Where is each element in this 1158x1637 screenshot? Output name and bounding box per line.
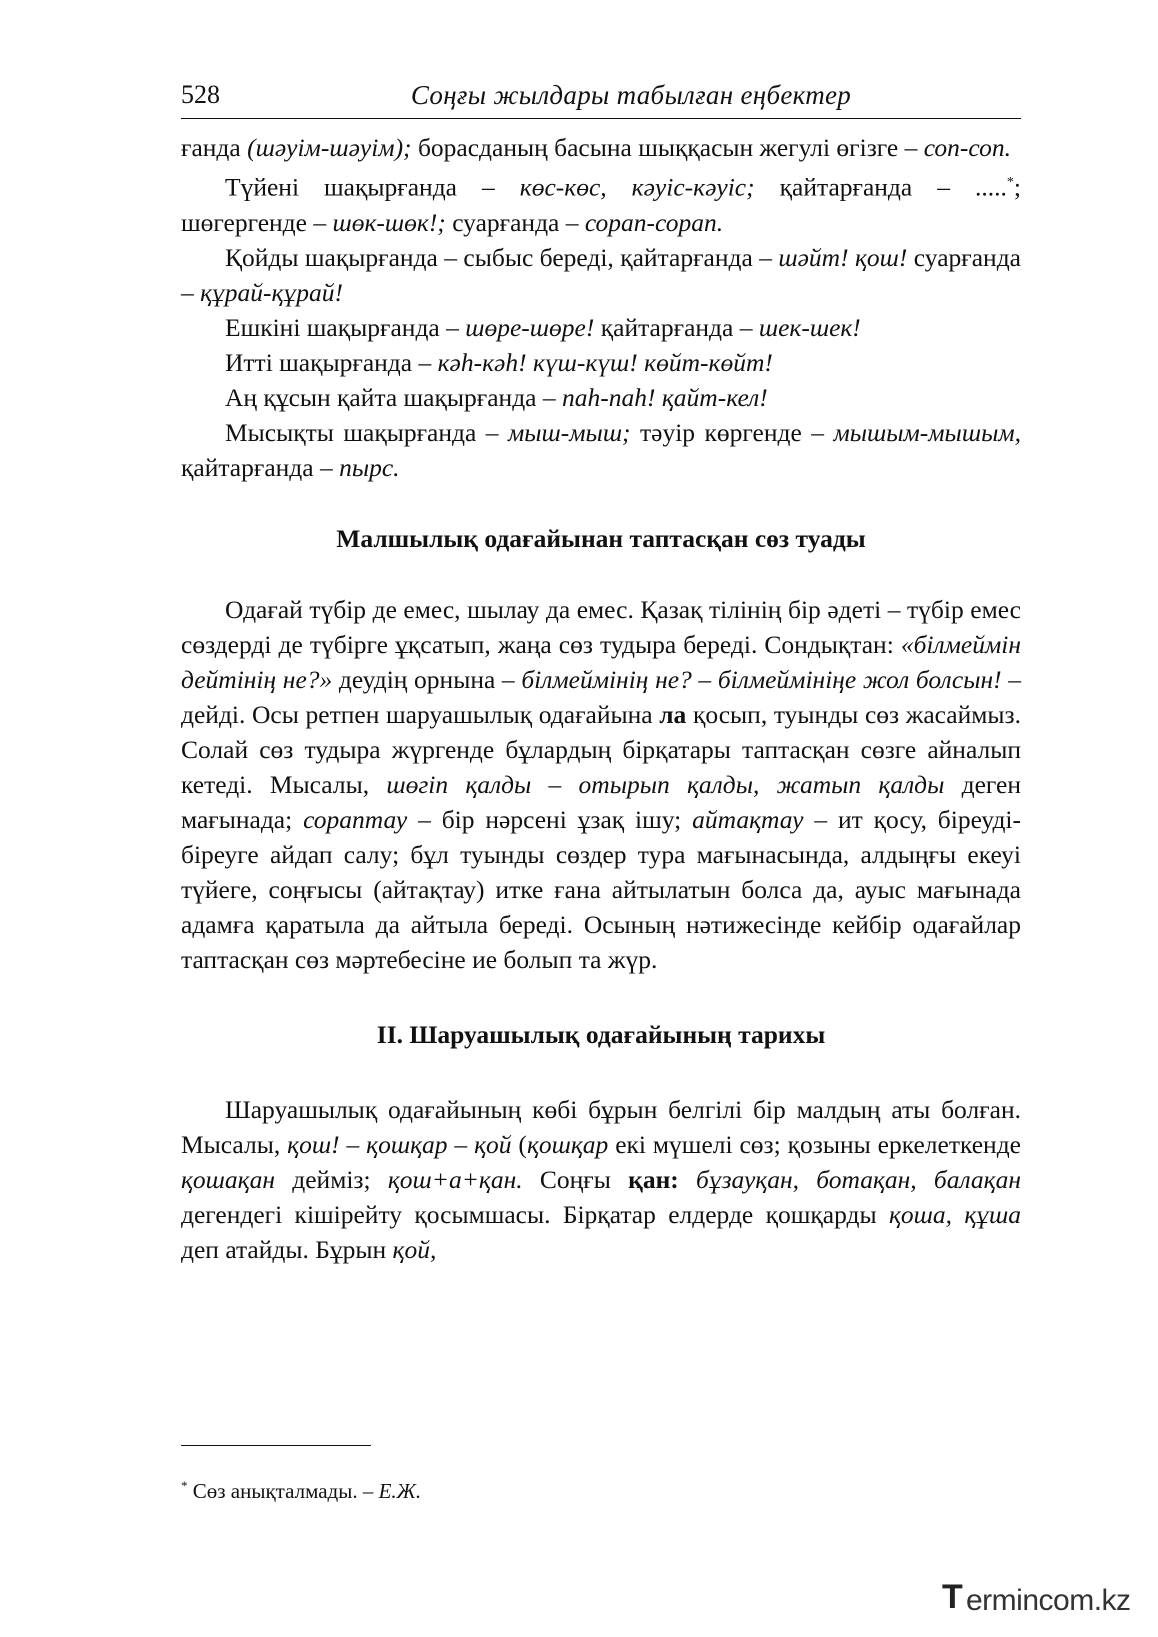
footnote-ref: * <box>1006 175 1014 190</box>
watermark-initial: T <box>942 1578 963 1616</box>
footnote-mark: * <box>181 1478 188 1493</box>
paragraph-camel: Түйені шақырғанда – көс-көс, кәуіс-кәуіс; қайтарғанда – .....*; шөгергенде – шөк-шөк!; суарғанда – сорап-сорап. <box>181 172 1022 237</box>
paragraph-goat: Ешкіні шақырғанда – шөре-шөре! қайтарғанда – шек-шек! <box>225 312 861 342</box>
paragraph-cat: Мысықты шақырғанда – мыш-мыш; тәуір көргенде – мышым-мышым, қайтарғанда – пырс. <box>181 417 1021 482</box>
paragraph-continuation: ғанда (шәуім-шәуім); борасданың басына шыққасын жегулі өгізге – соп-соп. <box>181 133 1011 162</box>
page-number: 528 <box>181 80 220 109</box>
footnote-author: Е.Ж. <box>378 1479 422 1503</box>
watermark-text: ermincom.kz <box>966 1584 1131 1617</box>
footnote <box>181 1478 421 1504</box>
section-heading: Малшылық одағайынан таптасқан сөз туады <box>336 523 866 553</box>
paragraph-dog: Итті шақырғанда – кәһ-кәһ! күш-күш! көйт-көйт! <box>225 347 773 377</box>
footnote-divider <box>181 1445 371 1446</box>
paragraph-derived-words: Одағай түбір де емес, шылау да емес. Қазақ тілінің бір әдеті – түбір емес сөздерді де түбірге ұқсатып, жаңа сөз тудыра береді. Сондықтан: «білмеймін дейтінің не?» деудің орнына – білмеймінің не? – білмеймініңе жол болсын! – дейді. Осы ретпен шаруашылық одағайына ла қосып, туынды сөз жасаймыз. Солай сөз тудыра жүргенде бұлардың бірқатары таптасқан сөзге айналып кетеді. Мысалы, шөгіп қалды – отырып қалды, жатып қалды деген мағынада; сораптау – бір нәрсені ұзақ ішу; айтақтау – ит қосу, біреуді-біреуге айдап салу; бұл туынды сөздер тура мағынасында, алдыңғы екеуі түйеге, соңғысы (айтақтау) итке ғана айтылатын болса да, ауыс мағынада адамға қаратыла да айтыла береді. Осының нәтижесінде кейбір одағайлар таптасқан сөз мәртебесіне ие болып та жүр. <box>181 594 1021 974</box>
section-heading: II. Шаруашылық одағайының тарихы <box>376 1019 826 1049</box>
page-body <box>181 130 1021 1267</box>
running-title: Соңғы жылдары табылған еңбектер <box>410 80 852 110</box>
paragraph-history: Шаруашылық одағайының көбі бұрын белгілі бір малдың аты болған. Мысалы, қош! – қошқар – қой (қошқар екі мүшелі сөз; қозыны еркелеткенде қошақан дейміз; қош+а+қан. Соңғы қан: бұзауқан, ботақан, балақан дегендегі кішірейту қосымшасы. Бірқатар елдерде қошқарды қоша, құша деп атайды. Бұрын қой, <box>181 1094 1022 1264</box>
watermark-logo <box>942 1578 1142 1622</box>
paragraph-sheep: Қойды шақырғанда – сыбыс береді, қайтарғанда – шәйт! қош! суарғанда – құрай-құрай! <box>181 242 1021 307</box>
paragraph-hunting-bird: Аң құсын қайта шақырғанда – паһ-паһ! қайт-кел! <box>225 382 768 412</box>
footnote-text: Сөз анықталмады. – <box>187 1479 379 1503</box>
page-header <box>181 78 1021 119</box>
